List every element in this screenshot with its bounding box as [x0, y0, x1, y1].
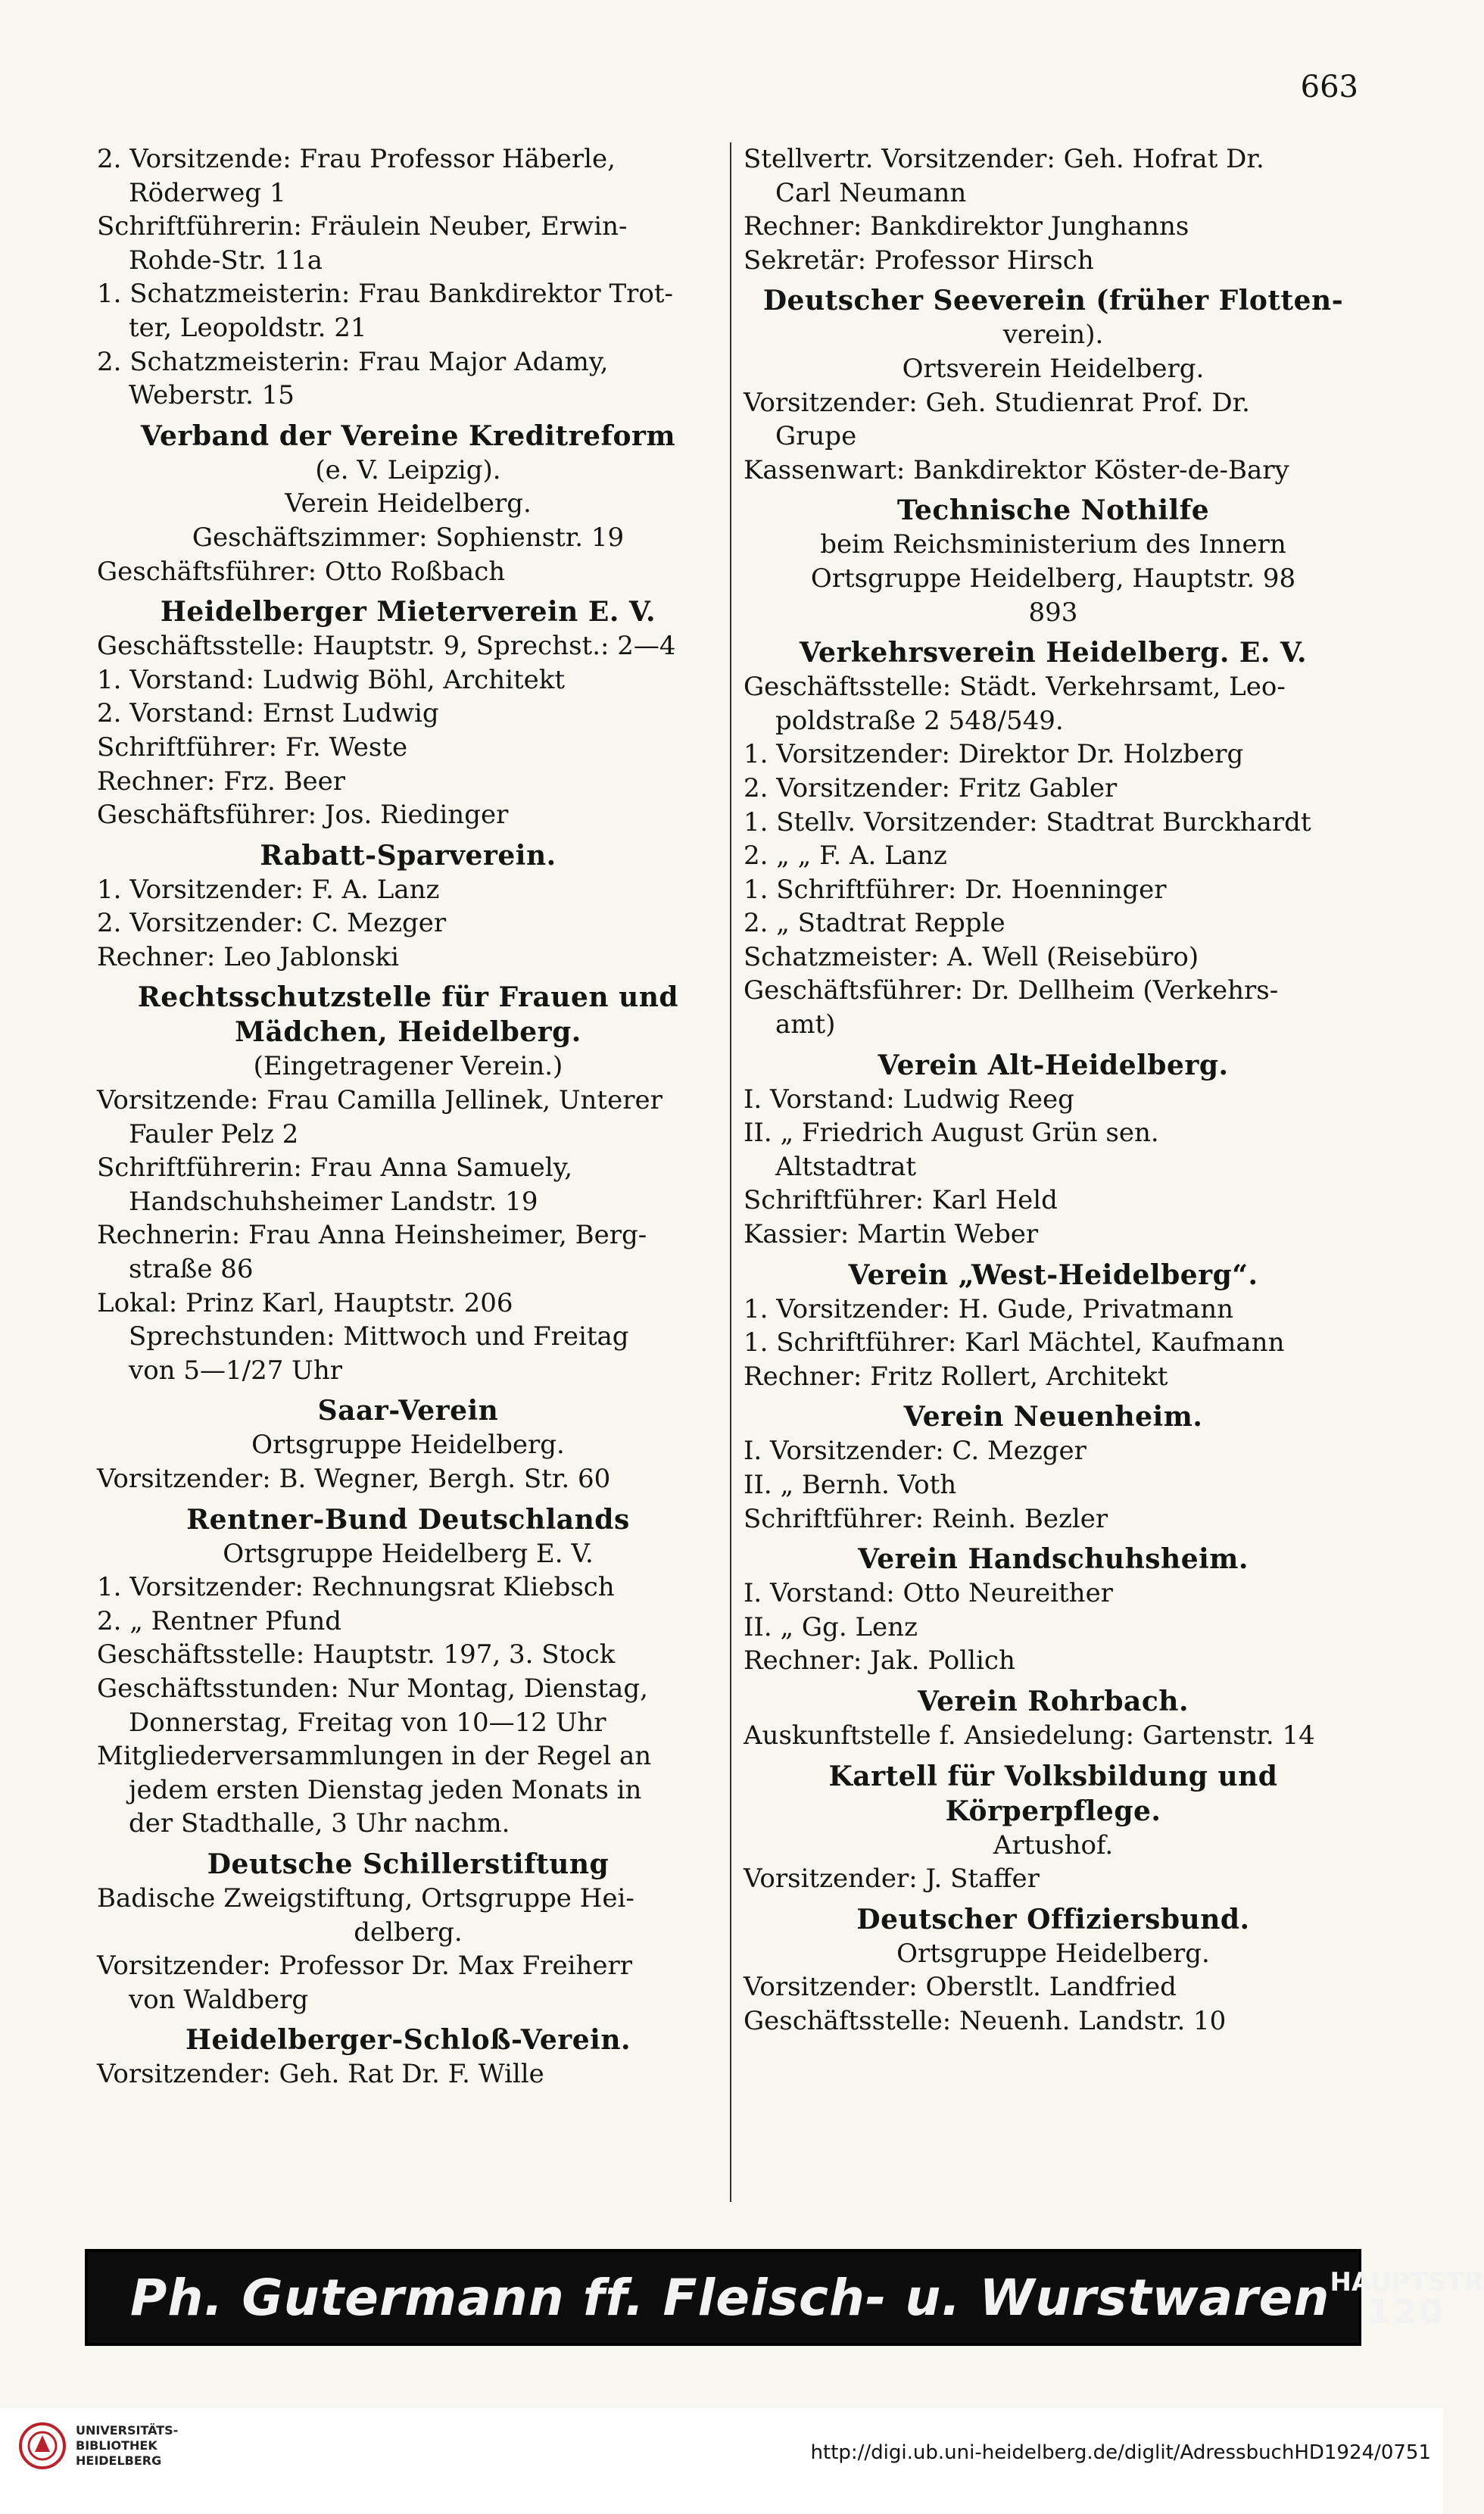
section-heading: Heidelberger-Schloß-Verein.	[185, 2024, 631, 2057]
section-heading: Heidelberger Mieterverein E. V.	[160, 596, 656, 628]
entry-line: Vorsitzender: Geh. Studienrat Prof. Dr.	[744, 387, 1250, 418]
entry-line: Mitgliederversammlungen in der Regel an	[97, 1741, 652, 1772]
section-gap	[744, 1536, 1363, 1542]
section-gap	[97, 1841, 719, 1847]
entry-continuation: Fauler Pelz 2	[129, 1118, 299, 1149]
entry-continuation: Carl Neumann	[775, 177, 967, 208]
section-gap	[744, 1753, 1363, 1759]
subheading-line: Ortsgruppe Heidelberg E. V.	[223, 1538, 594, 1569]
right-column	[730, 142, 1363, 2202]
entry-line: II. „ Friedrich August Grün sen.	[744, 1118, 1159, 1149]
subheading-line: Ortsverein Heidelberg.	[902, 353, 1205, 384]
entry-line: Geschäftsführer: Dr. Dellheim (Verkehrs-	[744, 975, 1279, 1006]
section-heading: Rabatt-Sparverein.	[260, 839, 556, 872]
entry-line: 1. Stellv. Vorsitzender: Stadtrat Burckhardt	[744, 806, 1311, 837]
section-heading: Körperpflege.	[945, 1795, 1161, 1827]
entry-line: I. Vorsitzender: C. Mezger	[744, 1436, 1086, 1467]
entry-line: 2. „ Rentner Pfund	[97, 1605, 342, 1636]
entry-line: I. Vorstand: Otto Neureither	[744, 1578, 1113, 1609]
advertisement-address	[1330, 2267, 1484, 2332]
subheading-line: delberg.	[354, 1917, 463, 1948]
entry-line: 2. „ Stadtrat Repple	[744, 908, 1005, 939]
entry-line: Geschäftsstelle: Hauptstr. 9, Sprechst.: 2—4	[97, 631, 676, 662]
entry-continuation: ter, Leopoldstr. 21	[129, 312, 367, 343]
entry-line: Kassenwart: Bankdirektor Köster-de-Bary	[744, 454, 1289, 485]
library-name-line: UNIVERSITÄTS-	[76, 2423, 179, 2438]
entry-line: 2. Vorsitzender: Fritz Gabler	[744, 772, 1118, 803]
library-logo	[18, 2422, 178, 2470]
subheading-line: Ortsgruppe Heidelberg.	[896, 1938, 1210, 1969]
subheading-line: Geschäftszimmer: Sophienstr. 19	[192, 522, 625, 553]
entry-continuation: Grupe	[775, 421, 857, 452]
subheading-line: verein).	[1002, 320, 1104, 351]
entry-line: Lokal: Prinz Karl, Hauptstr. 206	[97, 1287, 513, 1318]
entry-continuation: Rohde-Str. 11a	[129, 245, 323, 276]
subheading-line: beim Reichsministerium des Innern	[820, 529, 1286, 560]
subheading-line: (Eingetragener Verein.)	[253, 1051, 563, 1082]
entry-line: Geschäftsstelle: Hauptstr. 197, 3. Stock	[97, 1639, 616, 1670]
section-heading: Verein Rohrbach.	[918, 1685, 1189, 1717]
entry-line: Badische Zweigstiftung, Ortsgruppe Hei-	[97, 1882, 634, 1914]
entry-line: Auskunftstelle f. Ansiedelung: Gartenstr. 14	[744, 1720, 1315, 1751]
entry-line: 1. Vorsitzender: Direktor Dr. Holzberg	[744, 739, 1244, 770]
entry-line: Geschäftsführer: Otto Roßbach	[97, 556, 506, 587]
entry-continuation: Altstadtrat	[775, 1151, 917, 1182]
subheading-line: Artushof.	[993, 1829, 1114, 1861]
section-gap	[744, 487, 1363, 493]
entry-line: Schriftführerin: Frau Anna Samuely,	[97, 1153, 573, 1184]
entry-line: I. Vorstand: Ludwig Reeg	[744, 1084, 1074, 1115]
entry-line: 2. „ „ F. A. Lanz	[744, 841, 947, 872]
section-heading: Deutscher Seeverein (früher Flotten-	[762, 285, 1344, 317]
section-gap	[744, 629, 1363, 635]
entry-line: Vorsitzender: J. Staffer	[744, 1864, 1040, 1895]
entry-line: Schriftführerin: Fräulein Neuber, Erwin-	[97, 211, 628, 242]
entry-line: 2. Vorsitzende: Frau Professor Häberle,	[97, 144, 616, 174]
entry-line: Vorsitzender: Oberstlt. Landfried	[744, 1972, 1177, 2003]
advertisement-banner	[85, 2249, 1484, 2346]
section-heading: Deutscher Offiziersbund.	[856, 1903, 1250, 1935]
entry-continuation: amt)	[775, 1009, 836, 1040]
entry-line: Geschäftsstunden: Nur Montag, Dienstag,	[97, 1673, 648, 1704]
entry-line: Vorsitzender: B. Wegner, Bergh. Str. 60	[97, 1464, 611, 1494]
section-heading: Verein Handschuhsheim.	[858, 1543, 1249, 1576]
entry-line: Schriftführer: Reinh. Bezler	[744, 1503, 1108, 1534]
entry-line: 2. Vorstand: Ernst Ludwig	[97, 698, 439, 729]
entry-line: Geschäftsstelle: Städt. Verkehrsamt, Leo-	[744, 672, 1286, 703]
library-name-line: HEIDELBERG	[76, 2453, 162, 2468]
entry-line: II. „ Bernh. Voth	[744, 1470, 957, 1500]
section-gap	[744, 277, 1363, 283]
entry-line: Rechner: Frz. Beer	[97, 766, 346, 797]
section-heading: Saar-Verein	[317, 1395, 499, 1427]
section-heading: Verein Neuenheim.	[903, 1401, 1203, 1433]
entry-continuation: Sprechstunden: Mittwoch und Freitag	[129, 1321, 629, 1352]
entry-line: II. „ Gg. Lenz	[744, 1611, 918, 1642]
subheading-line: Ortsgruppe Heidelberg, Hauptstr. 98	[810, 563, 1296, 594]
entry-line: Geschäftsführer: Jos. Riedinger	[97, 800, 509, 831]
footer	[0, 2408, 1443, 2514]
advertisement-number: 120	[1367, 2293, 1447, 2332]
library-seal-icon	[18, 2422, 67, 2470]
section-gap	[97, 1387, 719, 1393]
entry-line: Rechnerin: Frau Anna Heinsheimer, Berg-	[97, 1220, 647, 1251]
entry-line: 1. Schriftführer: Dr. Hoenninger	[744, 874, 1167, 905]
entry-continuation: Handschuhsheimer Landstr. 19	[129, 1186, 538, 1217]
entry-line: 1. Vorsitzender: Rechnungsrat Kliebsch	[97, 1572, 615, 1603]
section-gap	[97, 2017, 719, 2023]
entry-continuation: jedem ersten Dienstag jeden Monats in	[129, 1774, 642, 1805]
section-gap	[97, 1496, 719, 1502]
entry-continuation: Donnerstag, Freitag von 10—12 Uhr	[129, 1707, 606, 1738]
entry-line: Rechner: Jak. Pollich	[744, 1645, 1015, 1677]
entry-line: Vorsitzende: Frau Camilla Jellinek, Unterer	[97, 1085, 662, 1116]
subheading-line: Ortsgruppe Heidelberg.	[251, 1430, 565, 1461]
entry-line: 1. Vorsitzender: H. Gude, Privatmann	[744, 1293, 1233, 1324]
entry-line: Stellvertr. Vorsitzender: Geh. Hofrat Dr.	[744, 144, 1264, 174]
source-url-link[interactable]: http://digi.ub.uni-heidelberg.de/diglit/AdressbuchHD1924/0751	[810, 2441, 1431, 2464]
section-gap	[744, 1393, 1363, 1399]
section-heading: Verein „West-Heidelberg“.	[848, 1259, 1258, 1291]
entry-line: Vorsitzender: Geh. Rat Dr. F. Wille	[97, 2059, 544, 2090]
entry-line: Vorsitzender: Professor Dr. Max Freiherr	[97, 1951, 633, 1982]
section-heading: Rechtsschutzstelle für Frauen und	[137, 981, 679, 1014]
section-heading: Kartell für Volksbildung und	[828, 1760, 1278, 1792]
entry-line: Sekretär: Professor Hirsch	[744, 245, 1094, 276]
entry-continuation: poldstraße 2 548/549.	[775, 705, 1064, 736]
entry-continuation: von 5—1/27 Uhr	[129, 1355, 342, 1386]
section-heading: Technische Nothilfe	[896, 494, 1210, 527]
entry-line: Schriftführer: Fr. Weste	[97, 731, 408, 763]
subheading-line: 893	[1028, 597, 1078, 628]
section-heading: Verband der Vereine Kreditreform	[140, 420, 676, 452]
section-heading: Deutsche Schillerstiftung	[207, 1848, 610, 1880]
page-number: 663	[1300, 70, 1358, 104]
section-heading: Mädchen, Heidelberg.	[235, 1016, 581, 1049]
entry-line: Geschäftsstelle: Neuenh. Landstr. 10	[744, 2005, 1227, 2036]
entry-continuation: Röderweg 1	[129, 177, 286, 208]
directory-columns	[97, 142, 1363, 2202]
advertisement-street: HAUPTSTR	[1330, 2267, 1484, 2297]
entry-continuation: straße 86	[129, 1254, 254, 1285]
entry-line: 2. Schatzmeisterin: Frau Major Adamy,	[97, 346, 609, 377]
library-name	[76, 2423, 178, 2469]
section-heading: Verein Alt-Heidelberg.	[878, 1049, 1229, 1081]
section-heading: Rentner-Bund Deutschlands	[186, 1503, 630, 1536]
entry-line: 1. Vorsitzender: F. A. Lanz	[97, 874, 440, 905]
entry-continuation: von Waldberg	[129, 1984, 309, 2015]
entry-line: Schriftführer: Karl Held	[744, 1185, 1058, 1216]
section-gap	[744, 1678, 1363, 1684]
entry-line: 1. Vorstand: Ludwig Böhl, Architekt	[97, 664, 566, 695]
section-gap	[744, 1896, 1363, 1902]
entry-line: Rechner: Bankdirektor Junghanns	[744, 211, 1189, 242]
entry-line: Rechner: Fritz Rollert, Architekt	[744, 1361, 1168, 1392]
section-gap	[744, 1042, 1363, 1048]
entry-line: 1. Schatzmeisterin: Frau Bankdirektor Trot-	[97, 279, 674, 310]
entry-line: 1. Schriftführer: Karl Mächtel, Kaufmann	[744, 1327, 1285, 1358]
entry-line: Rechner: Leo Jablonski	[97, 941, 400, 972]
subheading-line: Verein Heidelberg.	[285, 488, 532, 519]
section-heading: Verkehrsverein Heidelberg. E. V.	[799, 637, 1308, 669]
library-name-line: BIBLIOTHEK	[76, 2438, 157, 2453]
section-gap	[97, 588, 719, 594]
advertisement-text: Ph. Gutermann ff. Fleisch- u. Wurstwaren	[130, 2268, 1330, 2327]
entry-continuation: Weberstr. 15	[129, 380, 295, 411]
entry-line: 2. Vorsitzender: C. Mezger	[97, 908, 447, 939]
section-gap	[97, 832, 719, 838]
entry-line: Schatzmeister: A. Well (Reisebüro)	[744, 941, 1199, 972]
entry-continuation: der Stadthalle, 3 Uhr nachm.	[129, 1808, 510, 1839]
section-gap	[97, 413, 719, 419]
entry-line: Kassier: Martin Weber	[744, 1219, 1039, 1250]
section-gap	[97, 974, 719, 980]
left-column	[97, 142, 730, 2202]
section-gap	[744, 1252, 1363, 1258]
subheading-line: (e. V. Leipzig).	[315, 454, 501, 485]
